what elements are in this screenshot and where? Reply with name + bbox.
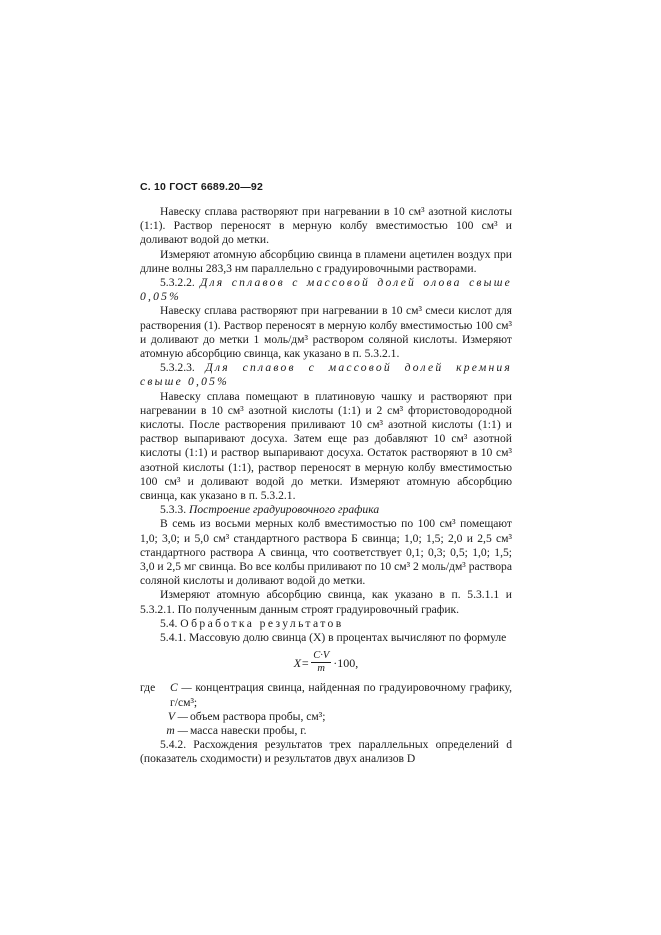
formula-lhs: X= — [293, 655, 310, 670]
section-number: 5.3.3. — [160, 503, 187, 517]
definition-text: масса навески пробы, г. — [190, 723, 307, 737]
section-title: Для сплавов с массовой долей кремния свыше 0,05% — [140, 361, 512, 389]
section-number: 5.3.2.2. — [160, 276, 195, 290]
definition-text: объем раствора пробы, см³; — [190, 709, 326, 723]
section-5-3-2-2-heading — [140, 276, 512, 304]
section-5-4-heading — [140, 617, 512, 631]
formula — [140, 650, 512, 675]
page-header: С. 10 ГОСТ 6689.20—92 — [140, 181, 263, 193]
section-title: Обработка результатов — [180, 616, 344, 630]
formula-numerator: C·V — [313, 650, 330, 662]
paragraph-calibration: В семь из восьми мерных колб вместимостью по 100 см³ помещают 1,0; 3,0; и 5,0 см³ стандартного раствора Б свинца; 1,0; 1,5; 2,0 и 2,5 см³ стандартного раствора А свинца, что соответствует 0,1; 0,3; 0,5; 1,0; 1,5; 3,0 и 2,5 мг свинца. Во все колбы приливают по 10 см³ 2 моль/дм³ раствора соляной кислоты и доливают водой до метки. — [140, 517, 512, 588]
section-number: 5.3.2.3. — [160, 361, 195, 375]
paragraph-calibration-graph: Измеряют атомную абсорбцию свинца, как указано в п. 5.3.1.1 и 5.3.2.1. По полученным данным строят градуировочный график. — [140, 588, 512, 616]
paragraph-silicon-alloys: Навеску сплава помещают в платиновую чашку и растворяют при нагревании в 10 см³ азотной кислоты (1:1) и 2 см³ фтористоводородной кислоты. После растворения приливают 10 см³ азотной кислоты (1:1) и раствор выпаривают досуха. Затем еще раз добавляют 10 см³ азотной кислоты (1:1) и раствор выпаривают досуха. Остаток растворяют в 10 см³ азотной кислоты (1:1), раствор переносят в мерную колбу вместимостью 100 см³ и доливают водой до метки. Измеряют атомную абсорбцию свинца, как указано в п. 5.3.2.1. — [140, 389, 512, 503]
where-lead: где — [140, 681, 156, 695]
formula-fraction — [311, 650, 331, 675]
paragraph-tin-alloys: Навеску сплава растворяют при нагревании в 10 см³ смеси кислот для растворения (1). Раствор переносят в мерную колбу вместимостью 100 см³ и доливают до метки 1 моль/дм³ раствором соляной кислоты. Измеряют атомную абсорбцию свинца, как указано в п. 5.3.2.1. — [140, 304, 512, 361]
document-body — [140, 205, 512, 767]
definition-symbol: C — — [170, 681, 192, 695]
formula-denominator: m — [317, 663, 325, 675]
paragraph-discrepancy: 5.4.2. Расхождения результатов трех параллельных определений d (показатель сходимости) и результатов двух анализов D — [140, 738, 512, 766]
formula-rhs: ·100, — [333, 655, 359, 670]
section-number: 5.4. — [160, 616, 178, 630]
definition-symbol: m — — [166, 723, 188, 737]
section-5-3-2-3-heading — [140, 361, 512, 389]
section-title: Для сплавов с массовой долей олова свыше 0,05% — [140, 276, 512, 304]
definition-text: концентрация свинца, найденная по градуировочному графику, г/см³; — [170, 681, 512, 709]
section-title: Построение градуировочного графика — [189, 503, 380, 517]
definition-row — [140, 710, 512, 724]
paragraph-measurement: Измеряют атомную абсорбцию свинца в пламени ацетилен воздух при длине волны 283,3 нм параллельно с градуировочными растворами. — [140, 247, 512, 275]
definition-symbol: V — — [167, 709, 188, 723]
paragraph-dissolution: Навеску сплава растворяют при нагревании в 10 см³ азотной кислоты (1:1). Раствор переносят в мерную колбу вместимостью 100 см³ и доливают водой до метки. — [140, 205, 512, 247]
paragraph-mass-fraction: 5.4.1. Массовую долю свинца (X) в процентах вычисляют по формуле — [160, 631, 507, 645]
definition-row — [140, 724, 512, 738]
where-first-line — [140, 681, 512, 709]
section-5-3-3-heading — [140, 503, 512, 517]
